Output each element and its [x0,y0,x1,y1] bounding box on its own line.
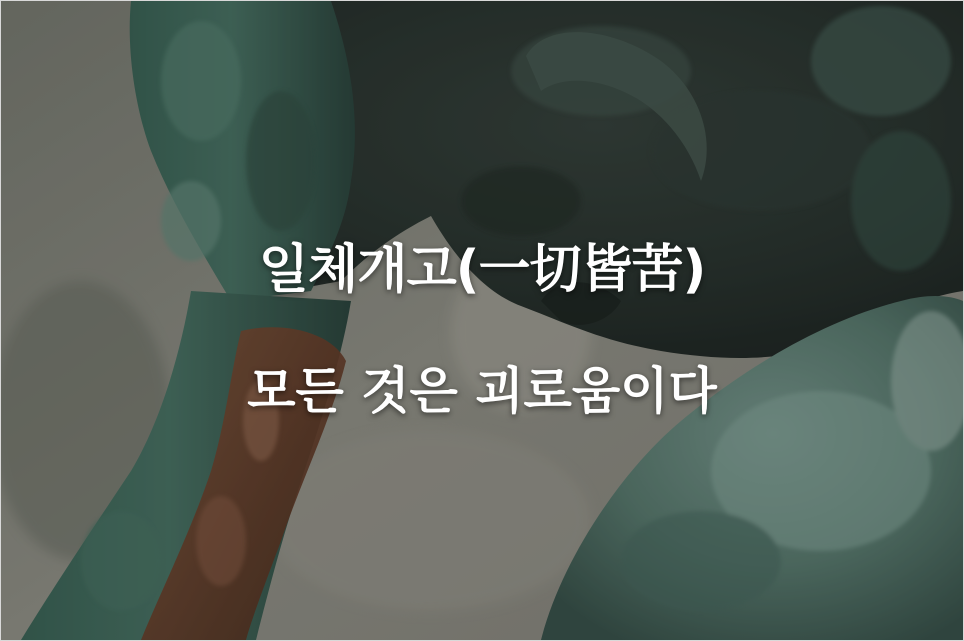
page-title: 일체개고(一切皆苦) [258,240,706,300]
statue-photo-graphic [1,1,963,640]
page-subtitle: 모든 것은 괴로움이다 [247,362,717,420]
statue-photo [1,1,963,640]
